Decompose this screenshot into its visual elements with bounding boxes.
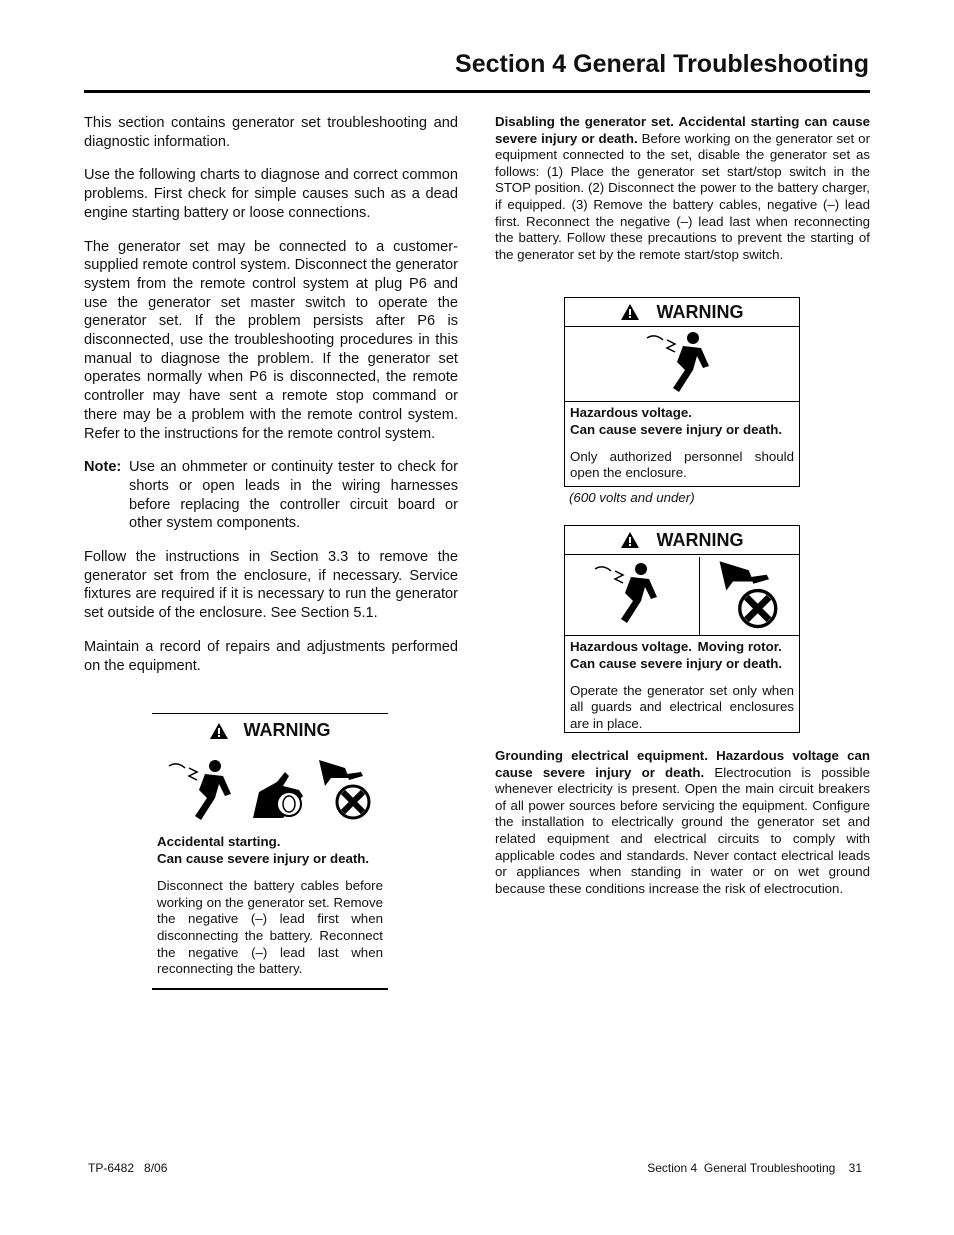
section-reference-paragraph: Follow the instructions in Section 3.3 to remove the generator set from the enclosure, if necessary. Service fixtures are required if it is necessary to run the generator set outside of the enclosure. See Section 5.1. <box>84 549 458 622</box>
right-column <box>495 114 870 263</box>
hazard-consequence: Can cause severe injury or death. <box>157 850 370 866</box>
warning-label: WARNING <box>656 301 744 322</box>
hazard-titles <box>570 639 794 656</box>
pictogram-area <box>565 555 799 635</box>
electric-shock-icon <box>645 332 720 396</box>
remote-control-paragraph: The generator set may be connected to a customer-supplied remote control system. Disconnect the generator system from the remote control system at plug P6 and use the generator set master switch to operate the generator set. If the problem persists after P6 is disconnected, use the troubleshooting procedures in this manual to diagnose the problem. If the generator set operates normally when P6 is disconnected, the remote controller may have sent a remote stop command or there may be a problem with the remote control system. Refer to the instructions for the remote control system. <box>84 238 458 442</box>
warning-text <box>565 635 799 736</box>
warning-text <box>157 834 383 978</box>
note-label: Note: <box>84 459 122 476</box>
title-rule <box>84 90 870 93</box>
note <box>84 458 458 533</box>
hazard-title-voltage: Hazardous voltage. <box>570 639 692 654</box>
grounding-paragraph <box>495 748 870 897</box>
footer-page-info: Section 4 General Troubleshooting 31 <box>647 1161 862 1175</box>
hazard-consequence: Can cause severe injury or death. <box>570 421 783 437</box>
voltage-caption: (600 volts and under) <box>569 490 695 505</box>
electric-shock-icon <box>167 760 242 824</box>
warning-label: WARNING <box>656 529 744 550</box>
grounding-heading: Grounding electrical equipment. Hazardous voltage can cause severe injury or death. <box>495 748 870 780</box>
accidental-starting-warning <box>152 713 388 990</box>
warning-triangle-icon <box>621 532 639 548</box>
footer-document-id: TP-6482 8/06 <box>88 1161 168 1175</box>
warning-triangle-icon <box>210 723 228 739</box>
left-column <box>84 114 458 690</box>
warning-triangle-icon <box>621 304 639 320</box>
hazard-consequence: Can cause severe injury or death. <box>570 655 783 671</box>
hazard-title: Accidental starting. <box>157 834 281 849</box>
voltage-rotor-warning <box>564 525 800 733</box>
note-text: Use an ohmmeter or continuity tester to check for shorts or open leads in the wiring harnesses before replacing the controller circuit board or other system components. <box>129 459 458 532</box>
disable-body: Before working on the generator set or equipment connected to the set, disable the generator set as follows: (1) Place the generator set start/stop switch in the STOP position. (2) Disconnect the power to the battery charger, if equipped. (3) Remove the battery cables, negative (–) lead first. Reconnect the negative (–) lead last when reconnecting the battery. Follow these precautions to prevent the starting of the generator set by the remote start/stop switch. <box>495 130 870 262</box>
charts-paragraph: Use the following charts to diagnose and correct common problems. First check for simple causes such as a dead engine starting battery or loose connections. <box>84 167 458 221</box>
electric-shock-icon <box>593 563 668 627</box>
pictogram-area <box>565 327 799 402</box>
disable-heading: Disabling the generator set. Accidental starting can cause severe injury or death. <box>495 114 870 146</box>
hazardous-voltage-warning <box>564 297 800 487</box>
hazard-instructions: Operate the generator set only when all guards and electrical enclosures are in place. <box>570 682 794 732</box>
warning-pictograms <box>167 758 377 824</box>
warning-label: WARNING <box>243 720 331 740</box>
battery-hand-icon <box>249 770 307 822</box>
hazard-title: Hazardous voltage. <box>570 405 692 420</box>
records-paragraph: Maintain a record of repairs and adjustments performed on the equipment. <box>84 638 458 674</box>
intro-paragraph: This section contains generator set troubleshooting and diagnostic information. <box>84 115 458 150</box>
warning-text <box>565 402 799 485</box>
moving-rotor-icon <box>717 559 785 631</box>
hazard-instructions: Only authorized personnel should open the enclosure. <box>570 448 794 481</box>
grounding-body: Electrocution is possible whenever electricity is present. Open the main circuit breakers of all power sources before servicing the equipment. Configure the installation to electrically ground the generator set and related equipment and electrical circuits to comply with applicable codes and standards. Never contact electrical leads or appliances when standing in water or on wet ground because these conditions increase the risk of electrocution. <box>495 764 870 896</box>
page-title: Section 4 General Troubleshooting <box>455 50 869 78</box>
right-column-lower <box>495 748 870 897</box>
hazard-instructions: Disconnect the battery cables before working on the generator set. Remove the negative (–) lead first when disconnecting the battery. Reconnect the negative (–) lead last when reconnecting the battery. <box>157 878 383 977</box>
pictogram-divider <box>699 557 700 635</box>
moving-rotor-icon <box>317 758 377 822</box>
hazard-title-rotor: Moving rotor. <box>697 639 782 654</box>
disable-paragraph <box>495 114 870 263</box>
